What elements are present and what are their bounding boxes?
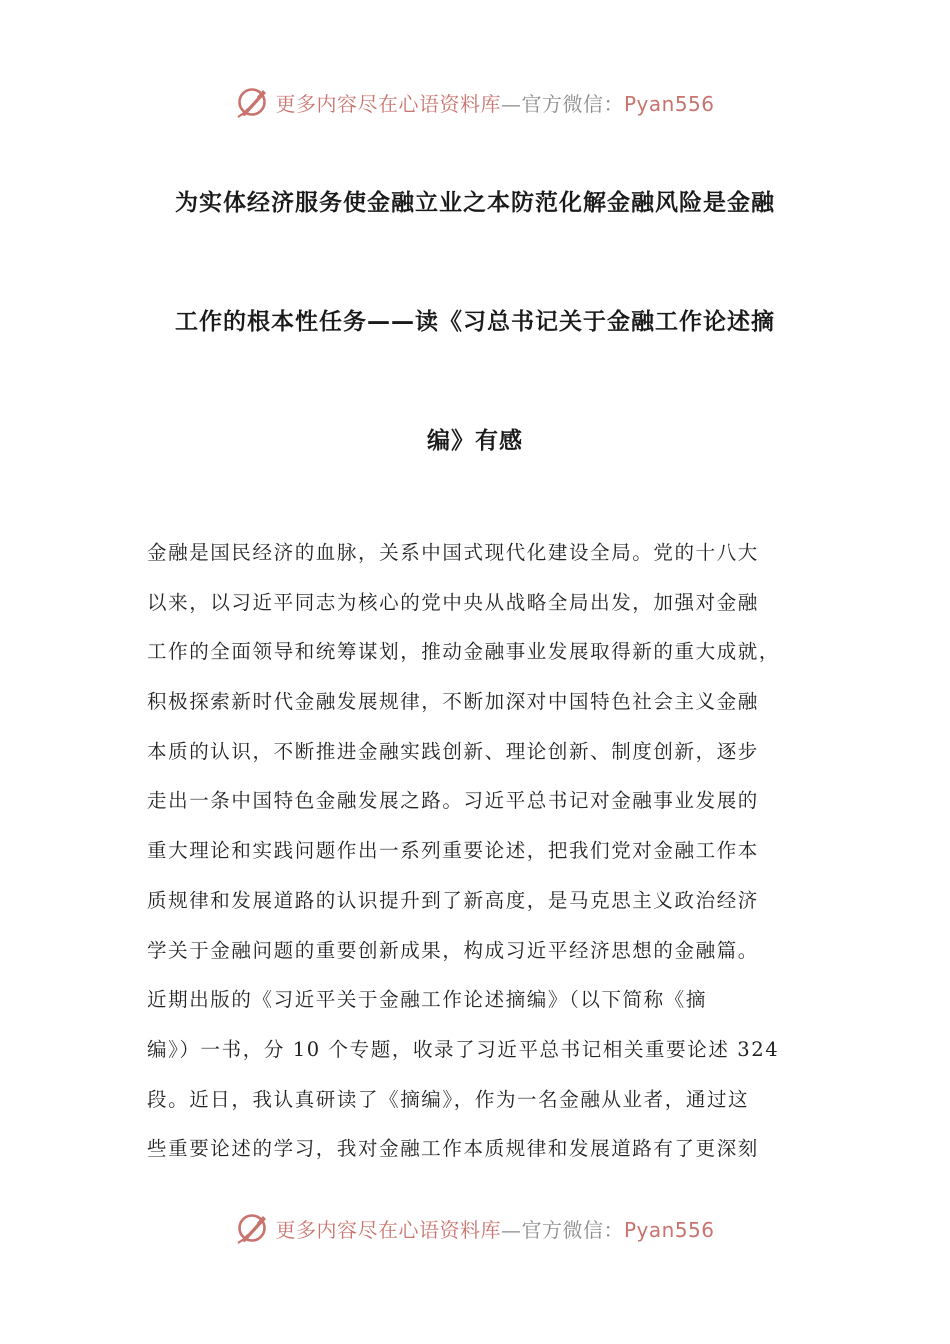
body-line: 工作的全面领导和统筹谋划，推动金融事业发展取得新的重大成就， [147,640,781,664]
document-title-line-2: 工作的根本性任务——读《习总书记关于金融工作论述摘 [175,309,775,335]
header-watermark [0,82,950,122]
body-line: 以来，以习近平同志为核心的党中央从战略全局出发，加强对金融 [147,590,759,614]
body-paragraph [147,536,807,1182]
body-line: 金融是国民经济的血脉，关系中国式现代化建设全局。党的十八大 [147,541,759,564]
body-line: 积极探索新时代金融发展规律，不断加深对中国特色社会主义金融 [147,690,759,714]
body-line: 编》）一书，分 10 个专题，收录了习近平总书记相关重要论述 324 [147,1037,780,1061]
quill-pen-logo-icon [235,1210,271,1246]
body-line: 些重要论述的学习，我对金融工作本质规律和发展道路有了更深刻 [147,1137,759,1161]
footer-watermark [0,1208,950,1248]
body-line: 本质的认识，不断推进金融实践创新、理论创新、制度创新，逐步 [147,739,759,763]
watermark-text: 更多内容尽在心语资料库—官方微信：Pyan556 [275,1217,715,1242]
quill-pen-logo-icon [235,84,271,120]
body-line: 重大理论和实践问题作出一系列重要论述，把我们党对金融工作本 [147,839,759,863]
body-line: 段。近日，我认真研读了《摘编》，作为一名金融从业者，通过这 [147,1087,750,1111]
body-line: 学关于金融问题的重要创新成果，构成习近平经济思想的金融篇。 [147,938,759,962]
document-title-line-1: 为实体经济服务使金融立业之本防范化解金融风险是金融 [175,190,775,216]
body-line: 近期出版的《习近平关于金融工作论述摘编》（以下简称《摘 [147,988,707,1012]
body-line: 走出一条中国特色金融发展之路。习近平总书记对金融事业发展的 [147,789,759,813]
watermark-text: 更多内容尽在心语资料库—官方微信：Pyan556 [275,91,715,116]
document-title-line-3: 编》有感 [427,428,523,454]
body-line: 质规律和发展道路的认识提升到了新高度，是马克思主义政治经济 [147,888,759,912]
